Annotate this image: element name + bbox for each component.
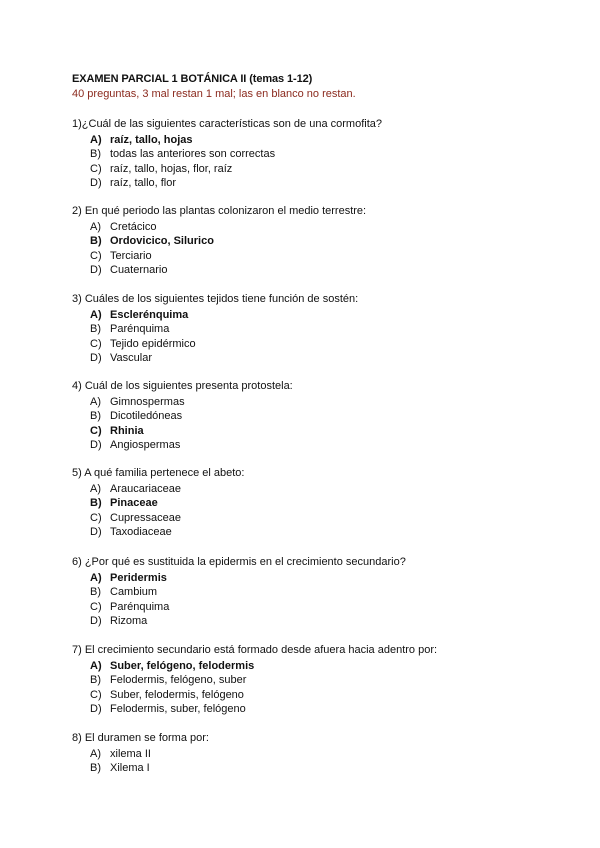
option-text: Cretácico	[110, 220, 157, 233]
option-text: Vascular	[110, 352, 152, 365]
question-8	[72, 731, 209, 776]
question-1	[72, 117, 382, 191]
option-text: todas las anteriores son correctas	[110, 148, 276, 161]
answer-option	[90, 351, 358, 366]
option-letter: B)	[90, 410, 101, 423]
answer-option	[90, 482, 244, 497]
answer-option	[90, 133, 382, 148]
option-letter: C)	[90, 337, 102, 350]
question-3	[72, 292, 358, 366]
option-letter: A)	[90, 571, 102, 584]
answer-option	[90, 659, 437, 674]
option-letter: B)	[90, 586, 101, 599]
answer-option	[90, 688, 437, 703]
option-letter: D)	[90, 439, 102, 452]
option-letter: C)	[90, 249, 102, 262]
option-letter: C)	[90, 600, 102, 613]
option-text: Rhinia	[110, 424, 144, 437]
option-letter: A)	[90, 747, 101, 760]
question-text: 5) A qué familia pertenece el abeto:	[72, 467, 245, 479]
option-text: Gimnospermas	[110, 395, 185, 408]
option-text: Peridermis	[110, 571, 167, 584]
option-letter: D)	[90, 526, 102, 539]
option-text: Suber, felógeno, felodermis	[110, 659, 255, 672]
option-letter: A)	[90, 308, 102, 321]
question-text: 2) En qué periodo las plantas colonizaron el medio terrestre:	[72, 205, 367, 217]
option-text: raíz, tallo, hojas, flor, raíz	[110, 162, 233, 175]
option-letter: A)	[90, 395, 101, 408]
option-letter: A)	[90, 482, 101, 495]
option-text: Ordovicico, Silurico	[110, 235, 214, 248]
answer-option	[90, 614, 406, 629]
option-text: Parénquima	[110, 600, 170, 613]
answer-option	[90, 322, 358, 337]
option-letter: B)	[90, 323, 101, 336]
answer-option	[90, 424, 293, 439]
answer-option	[90, 234, 366, 249]
answer-option	[90, 176, 382, 191]
answer-option	[90, 747, 209, 762]
answer-option	[90, 395, 293, 410]
question-text: 1)¿Cuál de las siguientes características son de una cormofita?	[72, 118, 382, 130]
option-text: Angiospermas	[110, 439, 181, 452]
option-text: Esclerénquima	[110, 308, 189, 321]
exam-instructions: 40 preguntas, 3 mal restan 1 mal; las en blanco no restan.	[72, 88, 356, 100]
question-6	[72, 555, 406, 629]
option-text: Suber, felodermis, felógeno	[110, 688, 244, 701]
option-text: Terciario	[110, 249, 152, 262]
option-text: Felodermis, felógeno, suber	[110, 674, 247, 687]
option-letter: C)	[90, 162, 102, 175]
exam-header	[72, 73, 356, 101]
answer-option	[90, 308, 358, 323]
answer-option	[90, 585, 406, 600]
answer-option	[90, 511, 244, 526]
question-text: 4) Cuál de los siguientes presenta protostela:	[72, 380, 293, 392]
option-text: Dicotiledóneas	[110, 410, 183, 423]
answer-option	[90, 263, 366, 278]
option-letter: D)	[90, 703, 102, 716]
answer-option	[90, 220, 366, 235]
option-letter: B)	[90, 674, 101, 687]
option-letter: B)	[90, 762, 101, 775]
option-letter: C)	[90, 424, 102, 437]
answer-option	[90, 496, 244, 511]
option-text: Cupressaceae	[110, 511, 181, 524]
question-7	[72, 643, 437, 717]
question-5	[72, 466, 244, 540]
option-text: Araucariaceae	[110, 482, 181, 495]
option-letter: A)	[90, 659, 102, 672]
option-text: Cuaternario	[110, 264, 168, 277]
answer-option	[90, 600, 406, 615]
option-letter: D)	[90, 615, 102, 628]
answer-option	[90, 673, 437, 688]
option-text: Pinaceae	[110, 497, 158, 510]
question-text: 3) Cuáles de los siguientes tejidos tiene función de sostén:	[72, 293, 359, 305]
option-text: raíz, tallo, hojas	[110, 133, 193, 146]
option-text: Parénquima	[110, 323, 170, 336]
answer-option	[90, 702, 437, 717]
option-letter: D)	[90, 177, 102, 190]
option-text: Taxodiaceae	[110, 526, 172, 539]
answer-option	[90, 337, 358, 352]
question-4	[72, 379, 293, 453]
option-text: Rizoma	[110, 615, 148, 628]
option-letter: B)	[90, 148, 101, 161]
answer-option	[90, 525, 244, 540]
option-text: Xilema I	[110, 762, 150, 775]
question-text: 7) El crecimiento secundario está formado desde afuera hacia adentro por:	[72, 644, 438, 656]
answer-option	[90, 409, 293, 424]
question-2	[72, 204, 366, 278]
answer-option	[90, 249, 366, 264]
option-text: raíz, tallo, flor	[110, 177, 177, 190]
answer-option	[90, 571, 406, 586]
question-text: 6) ¿Por qué es sustituida la epidermis en el crecimiento secundario?	[72, 556, 406, 568]
option-letter: C)	[90, 688, 102, 701]
option-text: Cambium	[110, 586, 158, 599]
question-text: 8) El duramen se forma por:	[72, 732, 209, 744]
option-text: xilema II	[110, 747, 151, 760]
option-letter: D)	[90, 264, 102, 277]
answer-option	[90, 761, 209, 776]
option-letter: D)	[90, 352, 102, 365]
option-text: Felodermis, suber, felógeno	[110, 703, 246, 716]
answer-option	[90, 162, 382, 177]
option-text: Tejido epidérmico	[110, 337, 196, 350]
answer-option	[90, 438, 293, 453]
option-letter: A)	[90, 133, 102, 146]
answer-option	[90, 147, 382, 162]
option-letter: B)	[90, 235, 102, 248]
exam-title: EXAMEN PARCIAL 1 BOTÁNICA II (temas 1-12)	[72, 73, 313, 85]
option-letter: C)	[90, 511, 102, 524]
option-letter: B)	[90, 497, 102, 510]
option-letter: A)	[90, 220, 101, 233]
